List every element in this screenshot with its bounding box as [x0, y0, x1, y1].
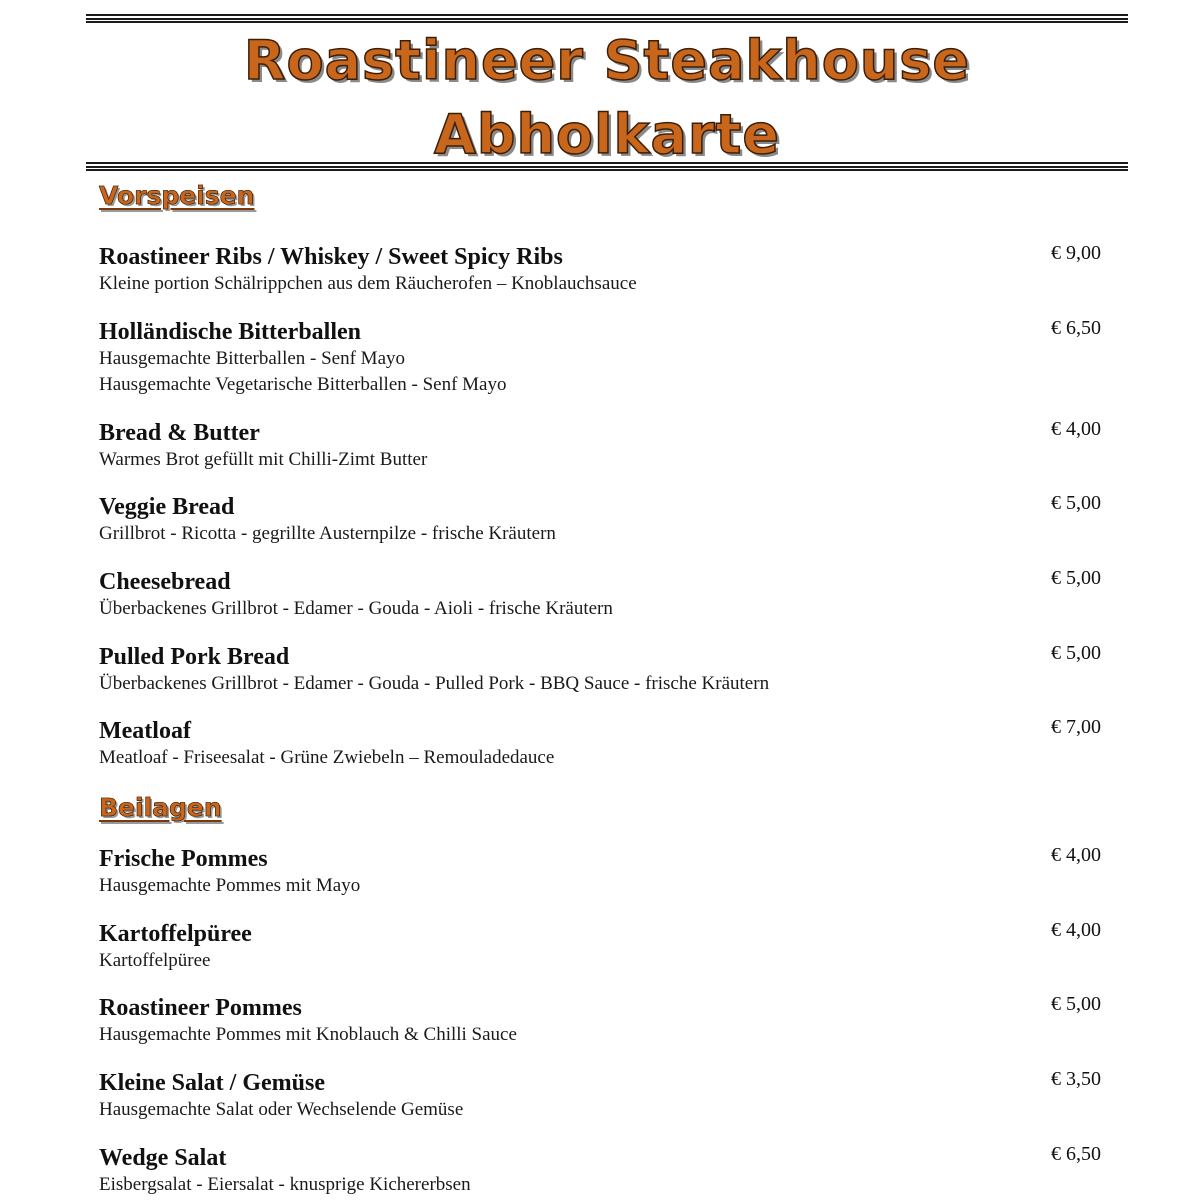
menu-item-name: Frische Pommes [99, 846, 268, 872]
menu-item-description: Hausgemachte Bitterballen - Senf Mayo [99, 348, 406, 369]
menu-item-price: € 5,00 [1051, 567, 1101, 589]
header-rule-top [86, 14, 1128, 23]
menu-item-description: Warmes Brot gefüllt mit Chilli-Zimt Butter [99, 449, 428, 470]
header-rule-bottom [86, 162, 1128, 171]
menu-item-name: Pulled Pork Bread [99, 644, 290, 670]
menu-title: Abholkarte [434, 103, 780, 166]
menu-item-price: € 7,00 [1051, 716, 1101, 738]
menu-item-description: Überbackenes Grillbrot - Edamer - Gouda - Pulled Pork - BBQ Sauce - frische Kräutern [99, 673, 770, 694]
menu-item-description: Überbackenes Grillbrot - Edamer - Gouda - Aioli - frische Kräutern [99, 598, 613, 619]
menu-item-description: Meatloaf - Friseesalat - Grüne Zwiebeln – Remouladedauce [99, 747, 555, 768]
menu-item [99, 568, 1101, 622]
menu-item [99, 318, 1101, 398]
menu-item-name: Roastineer Pommes [99, 995, 302, 1021]
menu-item-price: € 6,50 [1051, 1143, 1101, 1165]
menu-item-name: Wedge Salat [99, 1145, 227, 1171]
menu-item [99, 717, 1101, 771]
menu-item-name: Kleine Salat / Gemüse [99, 1070, 325, 1096]
menu-item-name: Meatloaf [99, 718, 191, 744]
menu-item [99, 845, 1101, 899]
menu-item-description: Hausgemachte Salat oder Wechselende Gemüse [99, 1099, 464, 1120]
menu-item-price: € 6,50 [1051, 317, 1101, 339]
section-heading-vorspeisen: Vorspeisen [99, 181, 255, 210]
menu-item-name: Cheesebread [99, 569, 231, 595]
menu-item-price: € 9,00 [1051, 242, 1101, 264]
menu-item-price: € 5,00 [1051, 993, 1101, 1015]
menu-item-description: Hausgemachte Pommes mit Mayo [99, 875, 361, 896]
menu-item-name: Kartoffelpüree [99, 921, 252, 947]
menu-item-description: Hausgemachte Vegetarische Bitterballen - Senf Mayo [99, 374, 507, 395]
restaurant-title: Roastineer Steakhouse [243, 29, 971, 92]
menu-item [99, 243, 1101, 297]
menu-item-price: € 5,00 [1051, 642, 1101, 664]
menu-item [99, 920, 1101, 974]
section-heading-beilagen: Beilagen [99, 793, 222, 822]
menu-item-price: € 4,00 [1051, 844, 1101, 866]
menu-item-name: Bread & Butter [99, 420, 260, 446]
menu-item [99, 419, 1101, 473]
menu-item-name: Veggie Bread [99, 494, 235, 520]
menu-item-price: € 5,00 [1051, 492, 1101, 514]
menu-item-description: Grillbrot - Ricotta - gegrillte Austernpilze - frische Kräutern [99, 523, 556, 544]
menu-item [99, 643, 1101, 697]
menu-item-description: Kleine portion Schälrippchen aus dem Räucherofen – Knoblauchsauce [99, 273, 637, 294]
menu-item-price: € 4,00 [1051, 919, 1101, 941]
menu-item-price: € 4,00 [1051, 418, 1101, 440]
menu-item-name: Roastineer Ribs / Whiskey / Sweet Spicy Ribs [99, 244, 563, 270]
menu-item [99, 994, 1101, 1048]
menu-item-description: Eisbergsalat - Eiersalat - knusprige Kichererbsen [99, 1174, 471, 1195]
menu-item [99, 1069, 1101, 1123]
menu-item-price: € 3,50 [1051, 1068, 1101, 1090]
menu-item [99, 1144, 1101, 1198]
menu-item-description: Kartoffelpüree [99, 950, 211, 971]
menu-item [99, 493, 1101, 547]
menu-item-description: Hausgemachte Pommes mit Knoblauch & Chilli Sauce [99, 1024, 517, 1045]
menu-item-name: Holländische Bitterballen [99, 319, 362, 345]
